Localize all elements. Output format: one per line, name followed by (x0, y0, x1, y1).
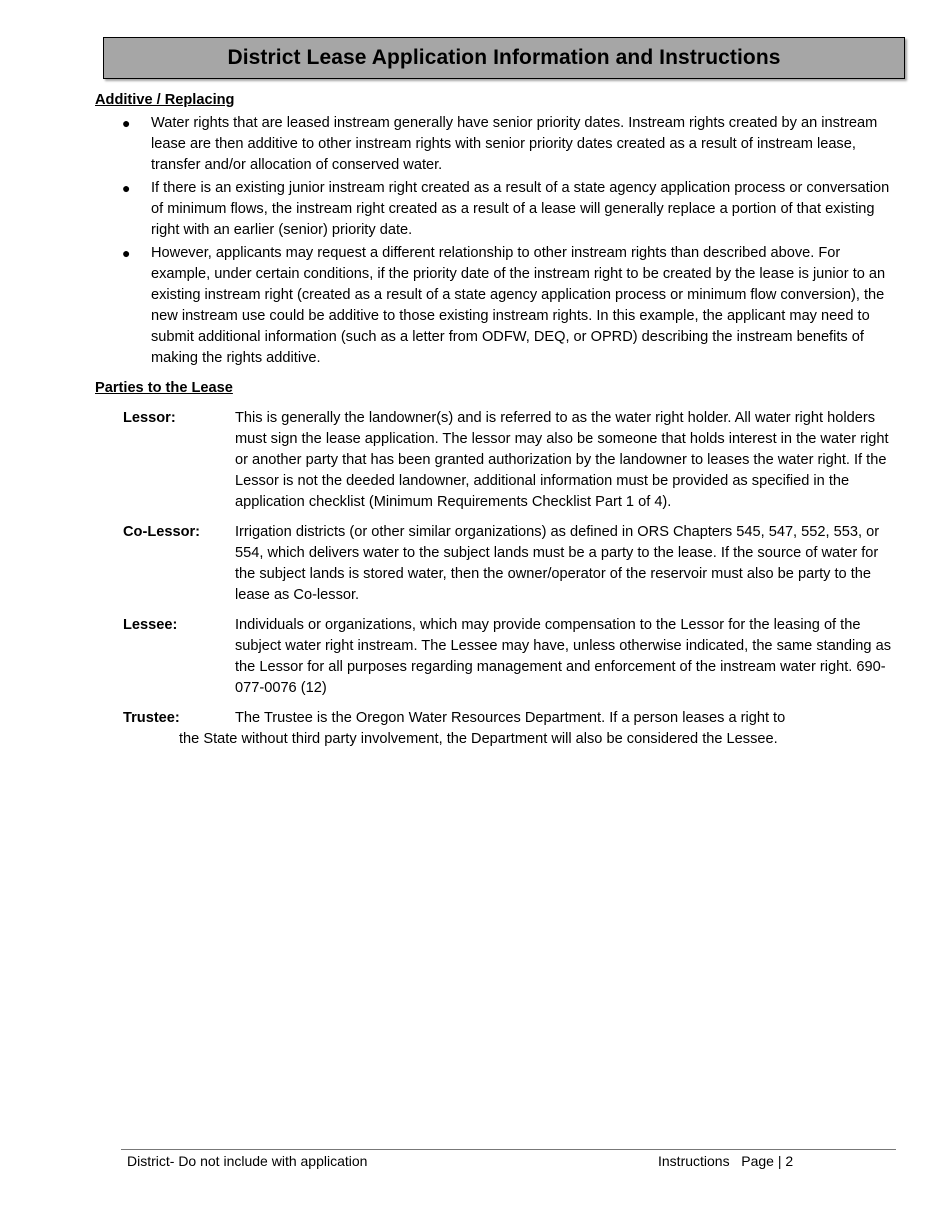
bullet-icon: ● (122, 180, 131, 196)
list-item (95, 243, 895, 369)
party-trustee (123, 708, 843, 750)
party-label: Lessor: (123, 410, 176, 426)
party-lessee (123, 615, 895, 699)
party-co-lessor (123, 522, 895, 606)
list-item (95, 113, 895, 176)
party-description: Individuals or organizations, which may provide compensation to the Lessor for the leasing of the subject water right instream. The Lessee may have, unless otherwise indicated, the same standing as the Lessor for all purposes regarding management and enforcement of the instream water right. 690-077-0076 (12) (235, 617, 891, 696)
party-lessor (123, 408, 895, 513)
parties-heading: Parties to the Lease (95, 380, 233, 396)
list-item (95, 178, 895, 241)
additive-bullet-list (95, 113, 895, 369)
document-body (95, 90, 895, 750)
party-description-continued: the State without third party involvement, the Department will also be considered the Lessee. (179, 731, 778, 747)
title-banner (103, 37, 905, 79)
additive-heading: Additive / Replacing (95, 92, 235, 108)
page-title: District Lease Application Information and Instructions (227, 46, 781, 69)
footer-note: District- Do not include with application (127, 1153, 368, 1169)
footer-section: Instructions (658, 1153, 730, 1169)
bullet-icon: ● (122, 245, 131, 261)
party-description: The Trustee is the Oregon Water Resources Department. If a person leases a right to (235, 710, 786, 726)
party-label: Lessee: (123, 617, 178, 633)
bullet-text: If there is an existing junior instream right created as a result of a state agency application process or conversation of minimum flows, the instream right created as a result of a lease will generally replace a portion of that existing right with an earlier (senior) priority date. (151, 180, 890, 238)
party-description: This is generally the landowner(s) and is referred to as the water right holder. All water right holders must sign the lease application. The lessor may also be someone that holds interest in the water right or another party that has been granted authorization by the landowner to leases the water right. If the Lessor is not the deeded landowner, additional information must be provided as specified in the application checklist (Minimum Requirements Checklist Part 1 of 4). (235, 410, 889, 510)
section-spacer (95, 371, 895, 378)
bullet-icon: ● (122, 115, 131, 131)
bullet-text: However, applicants may request a different relationship to other instream rights than described above. For example, under certain conditions, if the priority date of the instream right to be created by the lease is junior to an existing instream right (created as a result of a state agency application process or minimum flow conversion), the new instream use could be additive to those existing instream rights. In this example, the applicant may need to submit additional information (such as a letter from ODFW, DEQ, or OPRD) describing the instream benefits of making the rights additive. (151, 245, 886, 366)
party-label: Trustee: (123, 710, 180, 726)
footer-page-info (658, 1153, 793, 1170)
page-number: Page | 2 (741, 1153, 794, 1169)
footer-divider (121, 1149, 896, 1150)
bullet-text: Water rights that are leased instream generally have senior priority dates. Instream rights created by an instream lease are then additive to other instream rights with senior priority dates created as a result of instream lease, transfer and/or allocation of conserved water. (151, 115, 878, 173)
trustee-first-line (123, 708, 843, 729)
party-description: Irrigation districts (or other similar organizations) as defined in ORS Chapters 545, 547, 552, 553, or 554, which delivers water to the subject lands must be a party to the lease. If the source of water for the subject lands is stored water, then the owner/operator of the reservoir must also be party to the lease as Co-lessor. (235, 524, 880, 603)
party-label: Co-Lessor: (123, 524, 201, 540)
